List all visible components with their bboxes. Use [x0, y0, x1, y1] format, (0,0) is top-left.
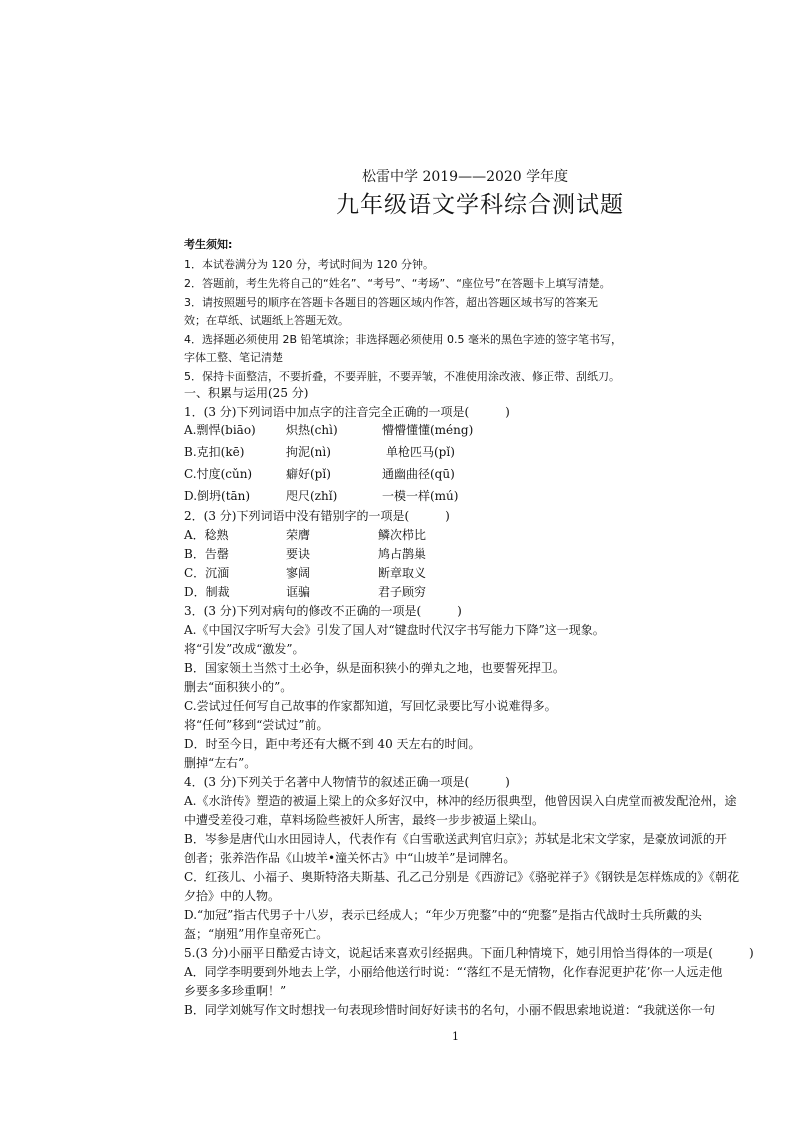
option-q1-c-2: 癖好(pǐ): [286, 467, 331, 481]
question-line: D．时至今日，距中考还有大概不到 40 天左右的时间。: [184, 737, 481, 751]
option-q2-b-1: B．告罄: [184, 547, 229, 561]
school-year-heading: 松雷中学 2019——2020 学年度: [362, 169, 569, 185]
option-q1-d-1: D.倒坍(tān): [184, 489, 251, 503]
option-q2-c-3: 断章取义: [378, 566, 427, 580]
question-line: B．同学刘姚写作文时想找一句表现珍惜时间好好读书的名句，小丽不假思索地说道：“我就送你一句: [184, 1003, 715, 1017]
option-q1-d-2: 咫尺(zhǐ): [286, 489, 338, 503]
option-q1-a-2: 炽热(chì): [286, 423, 338, 437]
option-q2-d-1: D．制裁: [184, 585, 230, 599]
question-line: 删去“面积狭小的”。: [184, 680, 293, 694]
option-q1-c-3: 通幽曲径(qū): [382, 467, 455, 481]
question-stem: 3．(3 分)下列对病句的修改不正确的一项是( ): [184, 604, 462, 618]
page-number: 1: [452, 1030, 459, 1043]
question-stem: 5.(3 分)小丽平日酷爱古诗文，说起话来喜欢引经据典。下面几种情境下，她引用恰当得体的一项是( ): [184, 946, 754, 960]
question-line: D.“加冠”指古代男子十八岁，表示已经成人；“年少万兜鍪”中的“兜鍪”是指古代战时士兵所戴的头: [184, 908, 702, 922]
notice-item: 2．答题前，考生先将自己的“姓名”、“考号”、“考场”、“座位号”在答题卡上填写清楚。: [184, 277, 611, 290]
question-line: A．同学李明要到外地去上学，小丽给他送行时说：“‘落红不是无情物，化作春泥更护花’你一人远走他: [184, 965, 723, 979]
question-stem: 1．(3 分)下列词语中加点字的注音完全正确的一项是( ): [184, 405, 510, 419]
notice-item: 4．选择题必须使用 2B 铅笔填涂；非选择题必须使用 0.5 毫米的黑色字迹的签字笔书写，: [184, 333, 623, 346]
question-line: C．红孩儿、小福子、奥斯特洛夫斯基、孔乙己分别是《西游记》《骆驼祥子》《钢铁是怎样炼成的》《朝花: [184, 870, 740, 884]
question-line: B．岑参是唐代山水田园诗人，代表作有《白雪歌送武判官归京》；苏轼是北宋文学家，是豪放词派的开: [184, 832, 727, 846]
option-q2-c-2: 寥阔: [286, 566, 311, 580]
option-q2-d-2: 诓骗: [286, 585, 311, 599]
notice-item: 3．请按照题号的顺序在答题卡各题目的答题区域内作答，超出答题区域书写的答案无: [184, 296, 598, 309]
option-q1-a-1: A.剽悍(biāo): [184, 423, 256, 437]
option-q1-a-3: 懵懵懂懂(méng): [382, 423, 474, 437]
question-line: C.尝试过任何写自己故事的作家都知道，写回忆录要比写小说难得多。: [184, 699, 557, 713]
option-q1-d-3: 一模一样(mú): [382, 489, 459, 503]
question-line: 夕拾》中的人物。: [184, 889, 281, 903]
notice-item: 5．保持卡面整洁，不要折叠，不要弄脏，不要弄皱，不准使用涂改液、修正带、刮纸刀。: [184, 370, 620, 383]
question-line: 将“引发”改成“激发”。: [184, 642, 305, 656]
question-line: 删掉“左右”。: [184, 756, 257, 770]
notice-item: 1．本试卷满分为 120 分，考试时间为 120 分钟。: [184, 258, 434, 271]
question-line: 乡要多多珍重啊！”: [184, 984, 287, 998]
option-q2-d-3: 君子顾穷: [378, 585, 427, 599]
notice-item: 字体工整、笔记清楚: [184, 351, 283, 364]
notice-heading: 考生须知:: [184, 238, 233, 251]
question-line: 盔；“崩殂”用作皇帝死亡。: [184, 927, 329, 941]
option-q2-a-1: A．稔熟: [184, 528, 229, 542]
option-q1-b-1: B.克扣(kē): [184, 445, 245, 459]
notice-item: 效；在草纸、试题纸上答题无效。: [184, 314, 349, 327]
option-q2-c-1: C．沉湎: [184, 566, 230, 580]
exam-title: 九年级语文学科综合测试题: [336, 192, 624, 218]
option-q2-b-2: 要诀: [286, 547, 311, 561]
option-q1-b-2: 拘泥(nì): [286, 445, 331, 459]
question-line: 中遭受差役刁难，草料场险些被奸人所害，最终一步步被逼上梁山。: [184, 813, 545, 827]
option-q2-a-3: 鳞次栉比: [378, 528, 427, 542]
section-title: 一、积累与运用(25 分): [184, 386, 309, 400]
question-stem: 2．(3 分)下列词语中没有错别字的一项是( ): [184, 509, 450, 523]
question-line: B．国家领土当然寸土必争，纵是面积狭小的弹丸之地，也要誓死捍卫。: [184, 661, 565, 675]
question-line: A.《中国汉字听写大会》引发了国人对“键盘时代汉字书写能力下降”这一现象。: [184, 623, 605, 637]
question-line: A.《水浒传》塑造的被逼上梁上的众多好汉中，林冲的经历很典型，他曾因误入白虎堂而被发配沧州，途: [184, 794, 737, 808]
option-q1-b-3: 单枪匹马(pǐ): [386, 445, 455, 459]
option-q2-b-3: 鸠占鹊巢: [378, 547, 427, 561]
question-line: 将“任何”移到“尝试过”前。: [184, 718, 329, 732]
option-q1-c-1: C.忖度(cǔn): [184, 467, 253, 481]
question-line: 创者；张养浩作品《山坡羊•潼关怀古》中“山坡羊”是词牌名。: [184, 851, 516, 865]
question-stem: 4．(3 分)下列关于名著中人物情节的叙述正确一项是( ): [184, 775, 510, 789]
option-q2-a-2: 荣膺: [286, 528, 311, 542]
